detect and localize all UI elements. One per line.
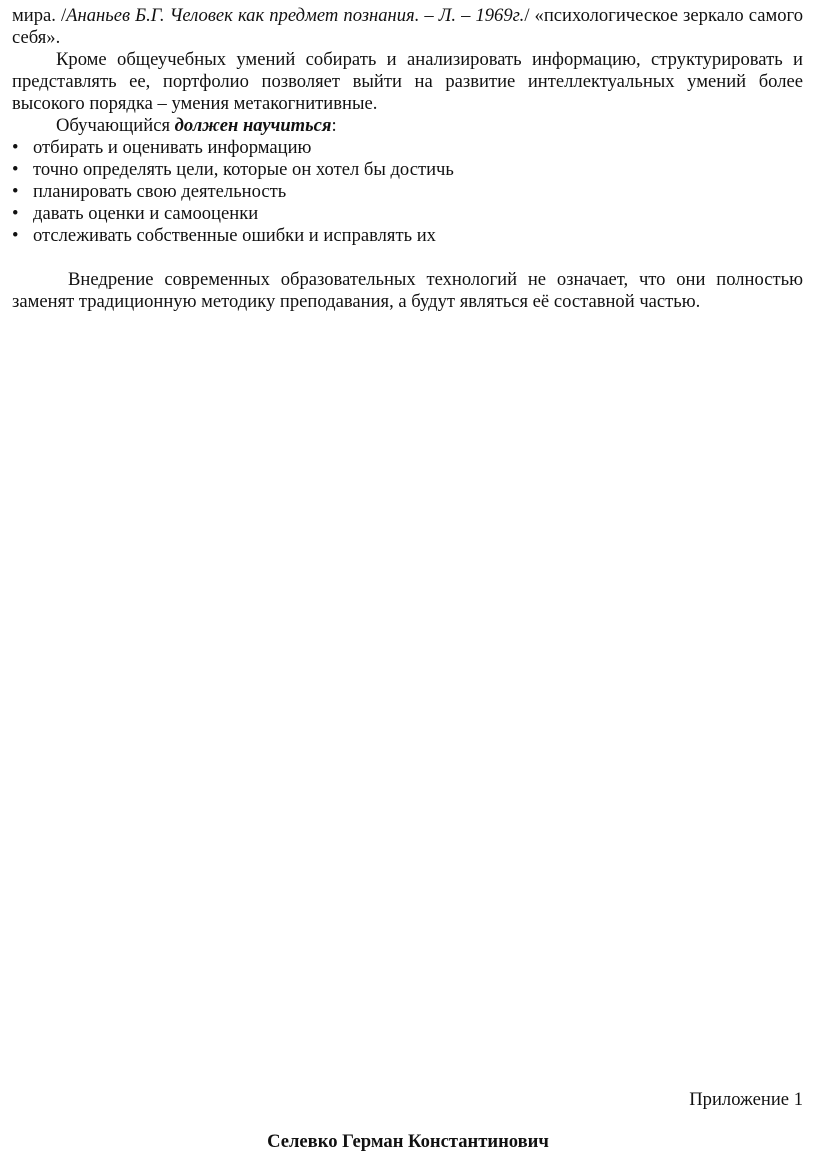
author-heading: Селевко Герман Константинович [267, 1131, 549, 1152]
bullet-icon: • [12, 159, 19, 180]
bullet-icon: • [12, 137, 19, 158]
paragraph-conclusion: Внедрение современных образовательных технологий не означает, что они полностью заменят традиционную методику преподавания, а будут являться её составной частью. [12, 269, 803, 312]
list-item-text: давать оценки и самооценки [33, 203, 259, 224]
list-item-text: планировать свою деятельность [33, 181, 287, 202]
skills-list [12, 137, 803, 247]
citation-reference: Ананьев Б.Г. Человек как предмет познания. – Л. – 1969г. [66, 5, 525, 26]
citation-tail: / «психологическое зеркало самого себя». [12, 5, 804, 48]
list-item [12, 203, 803, 225]
document-body [12, 5, 803, 313]
appendix-label: Приложение 1 [689, 1089, 803, 1110]
list-item [12, 159, 803, 181]
list-item-text: отслеживать собственные ошибки и исправлять их [33, 225, 436, 246]
paragraph-portfolio: Кроме общеучебных умений собирать и анализировать информацию, структурировать и представлять ее, портфолио позволяет выйти на развитие интеллектуальных умений более высокого порядка – умения метакогнитивные. [12, 49, 803, 114]
bullet-icon: • [12, 225, 19, 246]
list-item [12, 225, 803, 247]
list-item-text: точно определять цели, которые он хотел бы достичь [33, 159, 454, 180]
paragraph-citation [12, 5, 803, 49]
learner-lead: Обучающийся [56, 115, 175, 136]
list-item [12, 181, 803, 203]
paragraph-learner [12, 115, 803, 137]
learner-emphasis: должен научиться [174, 115, 332, 136]
list-item [12, 137, 803, 159]
bullet-icon: • [12, 203, 19, 224]
paragraph-spacer [12, 247, 803, 269]
learner-tail: : [331, 115, 337, 136]
citation-lead: мира. / [12, 5, 67, 26]
list-item-text: отбирать и оценивать информацию [33, 137, 312, 158]
bullet-icon: • [12, 181, 19, 202]
